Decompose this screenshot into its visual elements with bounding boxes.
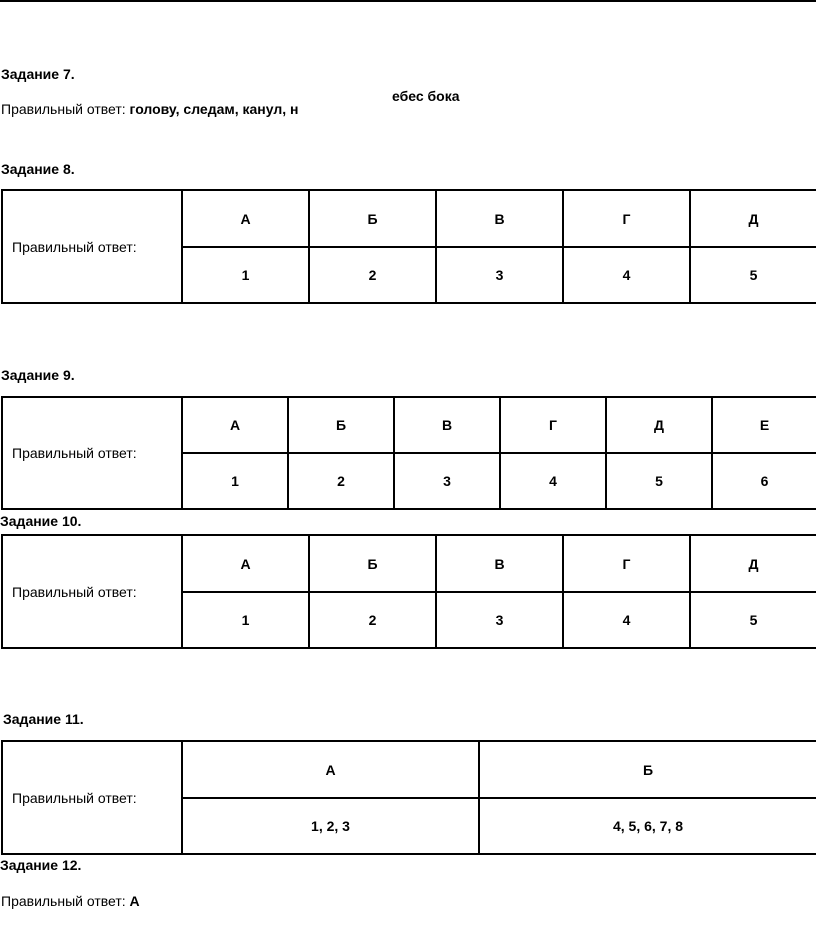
task9-letter-a: А [182, 397, 288, 453]
task12-heading: Задание 12. [0, 857, 82, 873]
task9-answer-table [1, 396, 816, 510]
task7-answer: голову, следам, канул, н [129, 101, 299, 117]
task12-answer: А [129, 893, 140, 909]
top-rule [0, 0, 816, 2]
task10-number-a: 1 [182, 592, 309, 648]
task11-answer-label: Правильный ответ: [2, 741, 182, 854]
task9-number-v: 3 [394, 453, 500, 509]
task9-letter-v: В [394, 397, 500, 453]
task11-letters-row [2, 741, 816, 798]
task9-number-a: 1 [182, 453, 288, 509]
task8-heading: Задание 8. [1, 161, 75, 177]
task8-letter-d: Д [690, 190, 816, 247]
task7-heading: Задание 7. [1, 66, 75, 82]
task7-answer-label: Правильный ответ: [1, 101, 126, 117]
task9-heading: Задание 9. [1, 367, 75, 383]
task7-answer-fragment: ебес бока [392, 88, 460, 104]
task8-number-b: 2 [309, 247, 436, 303]
task8-answer-table [1, 189, 816, 304]
task9-number-g: 4 [500, 453, 606, 509]
task9-letter-g: Г [500, 397, 606, 453]
task9-number-e: 6 [712, 453, 816, 509]
task7-answer-line [1, 101, 299, 117]
task12-answer-line [1, 893, 140, 909]
task10-letter-v: В [436, 535, 563, 592]
task9-letters-row [2, 397, 816, 453]
task9-letter-e: Е [712, 397, 816, 453]
task8-letters-row [2, 190, 816, 247]
task10-letter-d: Д [690, 535, 816, 592]
task8-number-v: 3 [436, 247, 563, 303]
task8-number-d: 5 [690, 247, 816, 303]
task9-number-b: 2 [288, 453, 394, 509]
task9-answer-label: Правильный ответ: [2, 397, 182, 509]
task9-letter-b: Б [288, 397, 394, 453]
task10-letter-a: А [182, 535, 309, 592]
task11-letter-a: А [182, 741, 479, 798]
task10-letter-g: Г [563, 535, 690, 592]
task10-letters-row [2, 535, 816, 592]
task10-number-d: 5 [690, 592, 816, 648]
task10-heading: Задание 10. [0, 513, 82, 529]
task10-number-g: 4 [563, 592, 690, 648]
task11-letter-b: Б [479, 741, 816, 798]
task8-letter-v: В [436, 190, 563, 247]
task10-number-b: 2 [309, 592, 436, 648]
task10-answer-table [1, 534, 816, 649]
task8-number-g: 4 [563, 247, 690, 303]
task11-answer-b: 4, 5, 6, 7, 8 [479, 798, 816, 854]
task11-heading: Задание 11. [3, 711, 84, 727]
task8-letter-b: Б [309, 190, 436, 247]
task8-letter-a: А [182, 190, 309, 247]
task11-answer-table [1, 740, 816, 855]
task10-answer-label: Правильный ответ: [2, 535, 182, 648]
task10-number-v: 3 [436, 592, 563, 648]
task9-letter-d: Д [606, 397, 712, 453]
task8-number-a: 1 [182, 247, 309, 303]
task10-letter-b: Б [309, 535, 436, 592]
task8-answer-label: Правильный ответ: [2, 190, 182, 303]
task8-letter-g: Г [563, 190, 690, 247]
task11-answer-a: 1, 2, 3 [182, 798, 479, 854]
task9-number-d: 5 [606, 453, 712, 509]
task12-answer-label: Правильный ответ: [1, 893, 126, 909]
